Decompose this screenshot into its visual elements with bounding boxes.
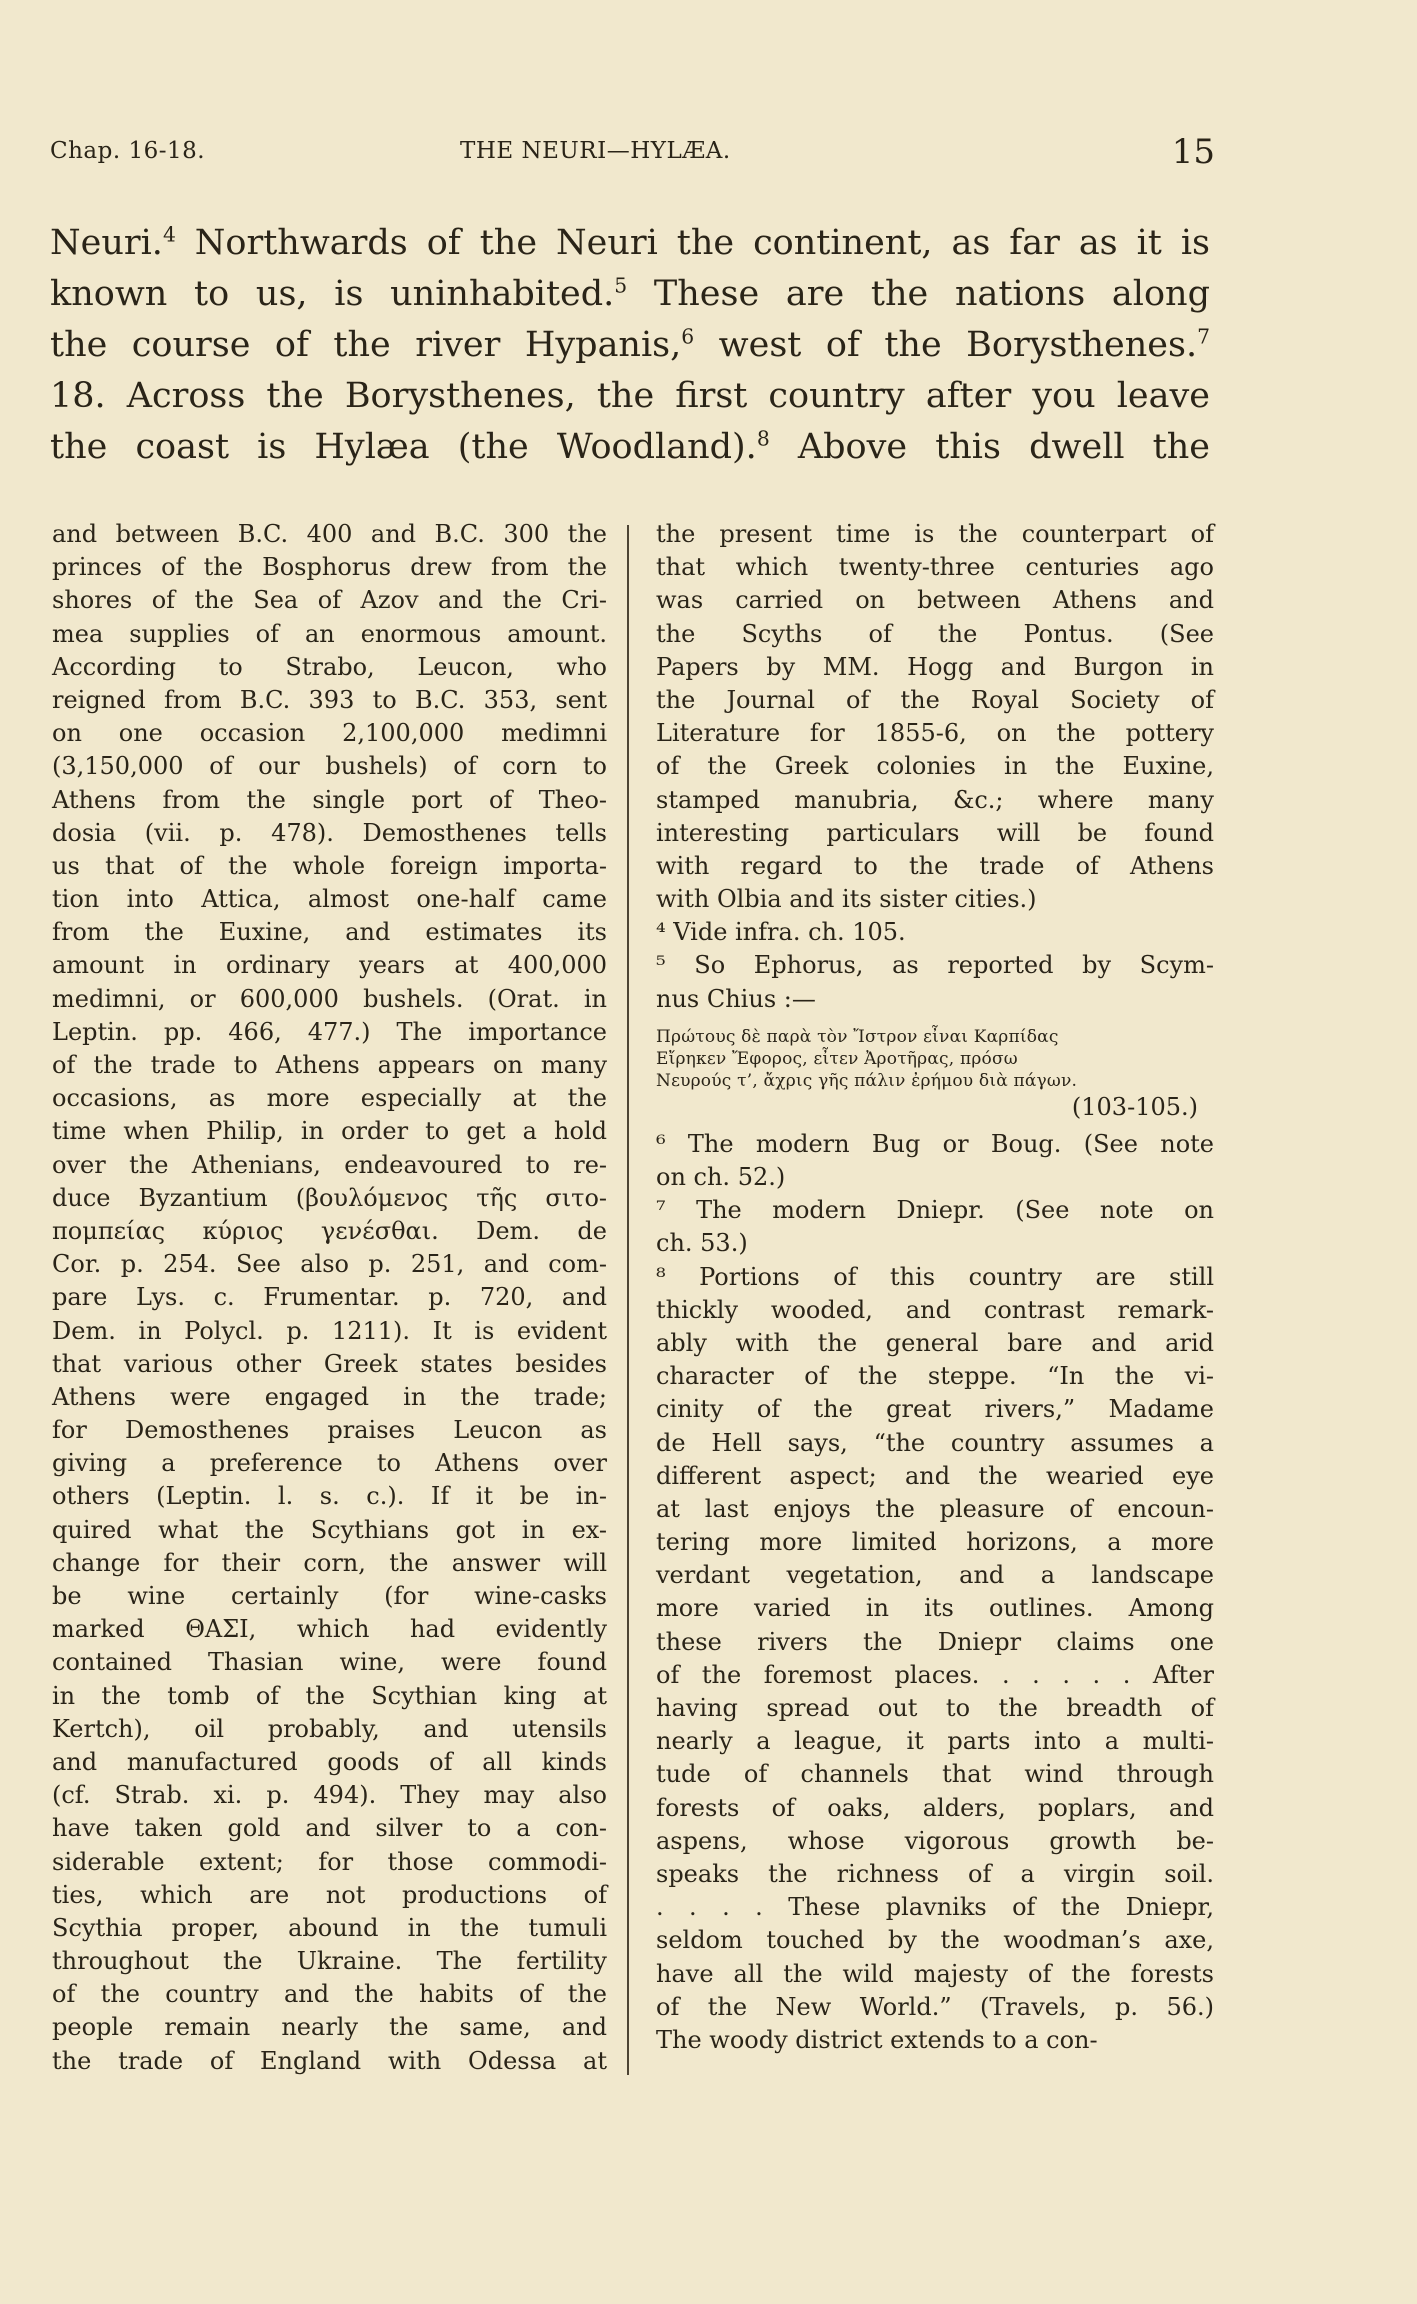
footnote-line: duce Byzantium (βουλόμενος τῆς σιτο- [52, 1183, 607, 1212]
footnote-line: the present time is the counterpart of [656, 520, 1214, 548]
footnote-line: of the foremost places. . . . . . After [656, 1660, 1214, 1689]
footnote-line: at last enjoys the pleasure of encoun- [656, 1494, 1214, 1523]
footnote-line: of the Greek colonies in the Euxine, [656, 752, 1214, 781]
footnote-column-left [52, 518, 607, 2078]
greek-quote [656, 1026, 1214, 1122]
footnote-line: According to Strabo, Leucon, who [52, 652, 607, 681]
main-text-line: the coast is Hylæa (the Woodland).$^8$ Above this dwell the [50, 426, 1210, 467]
greek-line: Εἴρηκεν Ἔφορος, εἶτεν Ἀροτῆρας, πρόσω [656, 1048, 1018, 1069]
footnote-line: and manufactured goods of all kinds [52, 1747, 607, 1776]
footnote-ref: 8 [756, 426, 770, 451]
footnote-line: that which twenty-three centuries ago [656, 553, 1214, 582]
footnote-line: (3,150,000 of our bushels) of corn to [52, 752, 607, 781]
footnote-line: (cf. Strab. xi. p. 494). They may also [52, 1781, 607, 1810]
footnote-line: having spread out to the breadth of [656, 1694, 1214, 1722]
footnote-line: dosia (vii. p. 478). Demosthenes tells [52, 818, 607, 847]
footnote-line: cinity of the great rivers,” Madame [656, 1395, 1214, 1424]
greek-line: Νευρούς τ’, ἄχρις γῆς πάλιν ἐρήμου διὰ πάγων. [656, 1070, 1078, 1091]
footnote-block-a [656, 518, 1214, 1016]
main-text-line: 18. Across the Borysthenes, the first country after you leave [50, 376, 1210, 416]
footnote-line: in the tomb of the Scythian king at [52, 1681, 607, 1710]
footnote-line: mea supplies of an enormous amount. [52, 619, 607, 648]
footnote-ref: 7 [1197, 324, 1210, 349]
verse-reference: (103-105.) [1071, 1092, 1198, 1121]
footnote-line: pare Lys. c. Frumentar. p. 720, and [52, 1283, 607, 1312]
footnote-line: on one occasion 2,100,000 medimni [52, 719, 607, 748]
footnote-line: these rivers the Dniepr claims one [656, 1627, 1214, 1656]
footnote-line: ⁶ The modern Bug or Boug. (See note [656, 1129, 1214, 1158]
footnote-line: of the trade to Athens appears on many [52, 1051, 607, 1079]
footnote-ref: 6 [681, 324, 695, 349]
footnote-line: from the Euxine, and estimates its [52, 918, 607, 947]
footnote-line: the trade of England with Odessa at [52, 2046, 607, 2075]
footnote-line: Cor. p. 254. See also p. 251, and com- [52, 1250, 607, 1279]
footnote-line: ⁵ So Ephorus, as reported by Scym- [656, 951, 1214, 980]
footnote-line: people remain nearly the same, and [52, 2013, 607, 2042]
footnote-line: of the New World.” (Travels, p. 56.) [656, 1992, 1214, 2021]
main-text [50, 218, 1210, 473]
footnote-ref: 5 [614, 273, 628, 298]
footnote-line: the Journal of the Royal Society of [656, 685, 1214, 714]
greek-line: Πρώτους δὲ παρὰ τὸν Ἴστρον εἶναι Καρπίδας [656, 1026, 1059, 1047]
main-text-line: Neuri.$^4$ Northwards of the Neuri the continent, as far as it is [50, 222, 1210, 263]
footnote-line: character of the steppe. “In the vi- [656, 1362, 1214, 1391]
footnote-line: The woody district extends to a con- [656, 2025, 1098, 2054]
footnote-line: verdant vegetation, and a landscape [656, 1561, 1214, 1590]
footnote-line: throughout the Ukraine. The fertility [52, 1947, 607, 1976]
footnote-line: for Demosthenes praises Leucon as [52, 1416, 607, 1445]
footnote-line: seldom touched by the woodman’s axe, [656, 1926, 1214, 1955]
footnote-line: Kertch), oil probably, and utensils [52, 1714, 607, 1743]
footnote-line: others (Leptin. l. s. c.). If it be in- [52, 1482, 607, 1511]
footnote-line: Dem. in Polycl. p. 1211). It is evident [52, 1316, 607, 1345]
main-text-line: known to us, is uninhabited.$^5$ These are the nations along [50, 273, 1210, 314]
footnote-line: shores of the Sea of Azov and the Cri- [52, 586, 607, 615]
footnote-line: ably with the general bare and arid [656, 1328, 1214, 1357]
footnote-line: occasions, as more especially at the [52, 1084, 607, 1113]
footnote-line: ⁴ Vide infra. ch. 105. [656, 918, 906, 947]
footnote-line: forests of oaks, alders, poplars, and [656, 1793, 1214, 1822]
footnote-line: . . . . These plavniks of the Dniepr, [656, 1893, 1214, 1922]
footnote-line: Scythia proper, abound in the tumuli [52, 1913, 607, 1942]
main-text-line: the course of the river Hypanis,$^6$ west of the Borysthenes.$^7$ [50, 324, 1210, 365]
footnote-line: siderable extent; for those commodi- [52, 1847, 607, 1876]
footnote-line: Athens from the single port of Theo- [52, 785, 607, 814]
footnote-line: was carried on between Athens and [656, 586, 1214, 615]
footnote-line: different aspect; and the wearied eye [656, 1461, 1214, 1490]
footnote-line: reigned from B.C. 393 to B.C. 353, sent [52, 685, 607, 714]
footnote-column-right [656, 518, 1214, 2057]
footnote-line: tion into Attica, almost one-half came [52, 885, 607, 914]
footnote-line: change for their corn, the answer will [52, 1548, 607, 1577]
footnote-line: giving a preference to Athens over [52, 1449, 607, 1478]
footnote-line: ties, which are not productions of [52, 1880, 607, 1909]
chapter-reference: Chap. 16-18. [50, 138, 206, 164]
footnote-line: have taken gold and silver to a con- [52, 1814, 607, 1843]
footnote-line: have all the wild majesty of the forests [656, 1959, 1214, 1988]
footnote-line: time when Philip, in order to get a hold [52, 1117, 607, 1146]
footnote-line: nus Chius :— [656, 984, 816, 1013]
footnote-line: de Hell says, “the country assumes a [656, 1428, 1214, 1457]
footnote-line: over the Athenians, endeavoured to re- [52, 1150, 607, 1179]
footnote-line: with regard to the trade of Athens [656, 851, 1214, 880]
footnote-line: princes of the Bosphorus drew from the [52, 553, 607, 582]
footnote-line: amount in ordinary years at 400,000 [52, 951, 607, 980]
footnote-line: be wine certainly (for wine-casks [52, 1582, 607, 1610]
footnote-line: with Olbia and its sister cities.) [656, 885, 1037, 914]
page-number: 15 [1171, 132, 1215, 172]
footnote-ref: 4 [162, 222, 176, 247]
footnote-line: contained Thasian wine, were found [52, 1648, 607, 1677]
footnote-line: marked ΘΑΣΙ, which had evidently [52, 1615, 607, 1644]
footnote-line: more varied in its outlines. Among [656, 1594, 1214, 1623]
footnote-line: that various other Greek states besides [52, 1349, 607, 1378]
column-divider [627, 525, 629, 2075]
footnote-line: nearly a league, it parts into a multi- [656, 1727, 1214, 1756]
footnote-block-b [656, 1128, 1214, 2057]
footnote-line: of the country and the habits of the [52, 1980, 607, 2009]
running-title: THE NEURI—HYLÆA. [460, 138, 731, 164]
footnote-line: ⁸ Portions of this country are still [656, 1262, 1214, 1291]
footnote-line: medimni, or 600,000 bushels. (Orat. in [52, 984, 607, 1013]
footnote-line: Literature for 1855-6, on the pottery [656, 719, 1214, 748]
footnote-line: tering more limited horizons, a more [656, 1528, 1214, 1557]
footnote-line: quired what the Scythians got in ex- [52, 1515, 607, 1544]
footnote-line: ⁷ The modern Dniepr. (See note on [656, 1196, 1214, 1225]
footnote-line: and between B.C. 400 and B.C. 300 the [52, 520, 607, 548]
footnote-line: us that of the whole foreign importa- [52, 851, 607, 880]
footnote-line: speaks the richness of a virgin soil. [656, 1859, 1214, 1888]
footnote-line: on ch. 52.) [656, 1163, 786, 1191]
footnote-line: Papers by MM. Hogg and Burgon in [656, 652, 1214, 681]
footnote-line: the Scyths of the Pontus. (See [656, 619, 1214, 648]
footnote-line: thickly wooded, and contrast remark- [656, 1295, 1214, 1324]
running-header [50, 132, 1215, 172]
footnote-line: Athens were engaged in the trade; [52, 1382, 607, 1411]
footnote-line: Leptin. pp. 466, 477.) The importance [52, 1017, 607, 1046]
footnote-line: stamped manubria, &c.; where many [656, 785, 1214, 814]
footnote-line: tude of channels that wind through [656, 1760, 1214, 1789]
footnote-line: aspens, whose vigorous growth be- [656, 1826, 1214, 1855]
footnote-line: interesting particulars will be found [656, 818, 1214, 847]
footnote-line: πομπείας κύριος γενέσθαι. Dem. de [52, 1216, 607, 1245]
footnote-line: ch. 53.) [656, 1229, 748, 1258]
